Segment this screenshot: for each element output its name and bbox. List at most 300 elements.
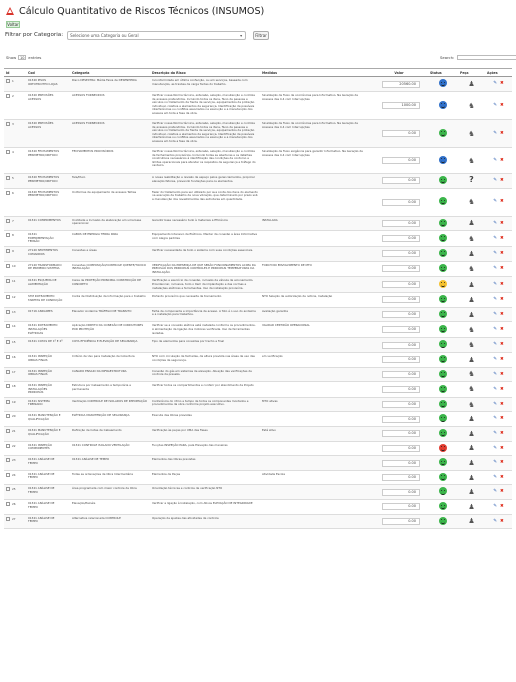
row-description: Orientação técnicas e controle de verificação NTO [150, 485, 260, 500]
delete-icon[interactable]: ✖ [500, 281, 504, 287]
row-piece-cell [458, 293, 485, 308]
row-value-cell [370, 174, 428, 189]
status-face-icon [439, 414, 447, 422]
row-value-input[interactable]: 0.00 [382, 460, 420, 467]
row-measures: Avaliação garantia [260, 307, 370, 322]
row-id-cell [4, 397, 26, 412]
edit-icon[interactable]: ✎ [493, 130, 497, 136]
row-piece-cell [458, 92, 485, 120]
knight-icon: ♞ [468, 234, 475, 243]
delete-icon[interactable]: ✖ [500, 266, 504, 272]
edit-icon[interactable]: ✎ [493, 460, 497, 466]
col-header[interactable]: Valor [370, 69, 428, 77]
row-piece-cell [458, 500, 485, 515]
row-code: 01340 PISOS ORTOTRIOTHO LOJAS [26, 77, 70, 92]
row-checkbox[interactable] [6, 79, 10, 83]
row-value-input[interactable]: 0.00 [382, 157, 420, 164]
delete-icon[interactable]: ✖ [500, 445, 504, 451]
edit-icon[interactable]: ✎ [493, 431, 497, 437]
row-id-cell [4, 441, 26, 456]
row-id-cell [4, 307, 26, 322]
row-id: 24 [12, 472, 16, 477]
delete-icon[interactable]: ✖ [500, 81, 504, 87]
row-category: Todas as ordenações de Obra Intermediária [70, 470, 150, 485]
row-value-input[interactable]: 0.00 [382, 220, 420, 227]
row-status-cell [428, 307, 458, 322]
row-piece-cell [458, 485, 485, 500]
edit-icon[interactable]: ✎ [493, 297, 497, 303]
row-status-cell [428, 427, 458, 442]
edit-icon[interactable]: ✎ [493, 220, 497, 226]
edit-icon[interactable]: ✎ [493, 266, 497, 272]
edit-icon[interactable]: ✎ [493, 386, 497, 392]
status-face-icon [439, 385, 447, 393]
delete-icon[interactable]: ✖ [500, 297, 504, 303]
row-checkbox[interactable] [6, 176, 10, 180]
edit-icon[interactable]: ✎ [493, 356, 497, 362]
row-value-input[interactable]: 0.00 [382, 430, 420, 437]
row-value-cell [370, 338, 428, 353]
row-checkbox[interactable] [6, 487, 10, 491]
table-row[interactable] [4, 148, 512, 174]
row-checkbox[interactable] [6, 324, 10, 328]
row-value-input[interactable]: 0.00 [382, 503, 420, 510]
edit-icon[interactable]: ✎ [493, 416, 497, 422]
row-actions [485, 148, 512, 174]
status-face-icon [439, 340, 447, 348]
status-face-icon [439, 249, 447, 257]
row-code: 01341 ANÁLISE DE TEMPO [26, 485, 70, 500]
search-label: Search: [440, 55, 455, 60]
row-value-input[interactable]: 0.00 [382, 342, 420, 349]
col-header[interactable]: Cod [26, 69, 70, 77]
row-measures [260, 174, 370, 189]
row-piece-cell [458, 427, 485, 442]
row-checkbox[interactable] [6, 94, 10, 98]
table-row[interactable] [4, 441, 512, 456]
edit-icon[interactable]: ✎ [493, 81, 497, 87]
row-id-cell [4, 188, 26, 216]
show-suffix: entries [28, 55, 42, 60]
category-select[interactable] [67, 31, 246, 40]
row-checkbox[interactable] [6, 458, 10, 462]
page-length-select[interactable]: 10 [20, 56, 25, 60]
status-face-icon [439, 429, 447, 437]
row-id: 16 [12, 354, 16, 359]
col-header[interactable]: Ações [485, 69, 512, 77]
row-measures [260, 338, 370, 353]
delete-icon[interactable]: ✖ [500, 250, 504, 256]
row-description: Conferência do ritmo e tempo de todos os componentes montados e procedimentos da obra conforme projeto executivo. [150, 397, 260, 412]
delete-icon[interactable]: ✖ [500, 311, 504, 317]
table-row[interactable] [4, 338, 512, 353]
row-description: VERIFICAÇÃO DA PRESENÇA DE QUE SERÃO FUNCIONAMENTOS ACIMA DA PRECISÃO DOS PRINCIPAIS CONTROLES E PRINCIPAIS TEMPERATURAS DA INSTALAÇÃO. [150, 261, 260, 277]
table-row[interactable] [4, 485, 512, 500]
row-id-cell [4, 231, 26, 247]
row-measures [260, 367, 370, 382]
row-category: Estrutura por Cabeamento a temporária e permanente [70, 382, 150, 398]
row-value-cell [370, 92, 428, 120]
edit-icon[interactable]: ✎ [493, 235, 497, 241]
row-id-cell [4, 500, 26, 515]
table-row[interactable] [4, 397, 512, 412]
row-checkbox[interactable] [6, 384, 10, 388]
status-face-icon [439, 129, 447, 137]
row-value-input[interactable]: 0.00 [382, 474, 420, 481]
row-code: 01341 MANUTENÇÃO E QUALIFICAÇÃO [26, 412, 70, 427]
row-code: 01341 INSPEÇÃO COMPONENTES [26, 441, 70, 456]
row-value-input[interactable]: 0.00 [382, 235, 420, 242]
edit-icon[interactable]: ✎ [493, 311, 497, 317]
row-value-input[interactable]: 0.00 [382, 177, 420, 184]
table-row[interactable] [4, 307, 512, 322]
row-code: 01341 INSPEÇÃO INSTALAÇÕES PRINCIPAIS [26, 382, 70, 398]
row-actions [485, 188, 512, 216]
edit-icon[interactable]: ✎ [493, 281, 497, 287]
row-description: Inconformidade em última confecção, ou em serviços, baseada com manutenção, as traxões de carga fontes do trabalho. [150, 77, 260, 92]
row-piece-cell [458, 514, 485, 529]
status-face-icon [439, 79, 447, 87]
row-checkbox[interactable] [6, 233, 10, 237]
row-category: Elevador Andaime TRÁFEGO DE TRANSITO [70, 307, 150, 322]
table-row[interactable] [4, 261, 512, 277]
row-value-input[interactable]: 0.00 [382, 356, 420, 363]
delete-icon[interactable]: ✖ [500, 489, 504, 495]
row-status-cell [428, 174, 458, 189]
row-checkbox[interactable] [6, 400, 10, 404]
edit-icon[interactable]: ✎ [493, 342, 497, 348]
row-actions [485, 382, 512, 398]
delete-icon[interactable]: ✖ [500, 220, 504, 226]
filter-bar [5, 30, 305, 40]
pawn-icon: ♟ [468, 429, 475, 438]
status-face-icon [439, 295, 447, 303]
row-value-input[interactable]: 0.00 [382, 311, 420, 318]
page-length-control [6, 55, 41, 60]
row-measures: INSTALADA [260, 216, 370, 231]
row-id-cell [4, 352, 26, 367]
table-row[interactable] [4, 367, 512, 382]
table-row[interactable] [4, 77, 512, 92]
delete-icon[interactable]: ✖ [500, 157, 504, 163]
row-value-input[interactable]: 20560.00 [382, 81, 420, 88]
edit-icon[interactable]: ✎ [493, 102, 497, 108]
edit-icon[interactable]: ✎ [493, 489, 497, 495]
delete-icon[interactable]: ✖ [500, 327, 504, 333]
row-value-cell [370, 293, 428, 308]
col-header[interactable]: Categoria [70, 69, 150, 77]
row-status-cell [428, 382, 458, 398]
row-id-cell [4, 367, 26, 382]
row-value-cell [370, 307, 428, 322]
delete-icon[interactable]: ✖ [500, 401, 504, 407]
table-row[interactable] [4, 246, 512, 261]
row-piece-cell [458, 441, 485, 456]
col-header[interactable]: Descrição do Risco [150, 69, 260, 77]
back-button[interactable]: Voltar [7, 22, 19, 27]
status-face-icon [439, 487, 447, 495]
row-measures: Sinalização de fluxo exigência para garantir Informativo. Na Geração de Acessos das 4.4 com Interrupções [260, 148, 370, 174]
row-checkbox[interactable] [6, 502, 10, 506]
risk-table [4, 68, 512, 529]
row-actions [485, 412, 512, 427]
row-status-cell [428, 92, 458, 120]
row-piece-cell [458, 338, 485, 353]
row-piece-cell [458, 412, 485, 427]
row-checkbox[interactable] [6, 429, 10, 433]
row-id-cell [4, 246, 26, 261]
row-category: Uniddade e Inclusão de elaboração em uma base operacional [70, 216, 150, 231]
row-measures: NTO Seleção de autorização de noticia, Instalação [260, 293, 370, 308]
row-code: 01341 COMPRIMENTOS [26, 216, 70, 231]
row-status-cell [428, 470, 458, 485]
knight-icon: ♞ [468, 400, 475, 409]
row-checkbox[interactable] [6, 355, 10, 359]
edit-icon[interactable]: ✎ [493, 401, 497, 407]
row-value-cell [370, 382, 428, 398]
row-value-input[interactable]: 0.00 [382, 326, 420, 333]
row-measures [260, 485, 370, 500]
row-checkbox[interactable] [6, 219, 10, 223]
delete-icon[interactable]: ✖ [500, 199, 504, 205]
row-checkbox[interactable] [6, 414, 10, 418]
table-row[interactable] [4, 427, 512, 442]
row-actions [485, 397, 512, 412]
delete-icon[interactable]: ✖ [500, 416, 504, 422]
status-face-icon [439, 444, 447, 452]
row-code: 01341 ESQUEMA DE ALIMENTAÇÃO [26, 277, 70, 293]
delete-icon[interactable]: ✖ [500, 178, 504, 183]
row-description: Verificar nossa Norma técnica, extensão, seleção, manutenção e controle de acessos pretendidos. Incluindo todos os itens, fluxo de pessoas e veículos no tratamento da frente de serviços, equipamentos de proteção individual, coletiva e elementos de segurança. Identificação de possíveis interferências ou conflitos associados na execução e a manutenção dos acessos em toda a fase da obra. [150, 92, 260, 120]
row-description: Verificar todos os compartimentos e conferir por atendimento de Projeto [150, 382, 260, 398]
row-category: ELÉTRICA MANUTENÇÃO DE SEGURANÇA [70, 412, 150, 427]
row-value-cell [370, 216, 428, 231]
row-actions [485, 470, 512, 485]
edit-icon[interactable]: ✎ [493, 178, 497, 183]
delete-icon[interactable]: ✖ [500, 518, 504, 524]
table-row[interactable] [4, 188, 512, 216]
filter-button[interactable]: Filtrar [253, 31, 269, 40]
row-piece-cell [458, 382, 485, 398]
row-value-input[interactable]: 0.00 [382, 250, 420, 257]
row-checkbox[interactable] [6, 191, 10, 195]
row-checkbox[interactable] [6, 150, 10, 154]
search-input[interactable] [457, 55, 516, 60]
row-actions [485, 456, 512, 471]
row-id: 18 [12, 384, 16, 389]
table-row[interactable] [4, 92, 512, 120]
row-category: Critério de Uso para Instalação de Cobertura [70, 352, 150, 367]
row-actions [485, 77, 512, 92]
edit-icon[interactable]: ✎ [493, 504, 497, 510]
edit-icon[interactable]: ✎ [493, 157, 497, 163]
row-category: Conexões COMPOSIÇÃO/CONTROLE QUENTE/TOXICO INSTALAÇÃO [70, 261, 150, 277]
row-code: STM ROTEAMENTO TAREFAS DE CONDUÇÃO [26, 293, 70, 308]
row-value-cell [370, 412, 428, 427]
row-description: Verificar nossa Norma técnica, extensão, seleção, manutenção e controle de acessos pretendidos. Incluindo todos os itens, fluxo de pessoas e veículos no tratamento da frente de serviços, equipamentos de proteção individual, coletiva e elementos de segurança. Identificação de possíveis interferências ou conflitos associados na execução e a manutenção dos acessos em toda a fase da obra. [150, 120, 260, 148]
row-id: 15 [12, 340, 16, 345]
row-status-cell [428, 500, 458, 515]
row-description: Verificar necessidade de todo o sistema com suas condições essenciais. [150, 246, 260, 261]
status-face-icon [439, 310, 447, 318]
delete-icon[interactable]: ✖ [500, 460, 504, 466]
row-actions [485, 277, 512, 293]
edit-icon[interactable]: ✎ [493, 518, 497, 524]
table-row[interactable] [4, 174, 512, 189]
delete-icon[interactable]: ✖ [500, 356, 504, 362]
row-checkbox[interactable] [6, 370, 10, 374]
row-id-cell [4, 77, 26, 92]
row-checkbox[interactable] [6, 264, 10, 268]
table-row[interactable] [4, 277, 512, 293]
row-value-input[interactable]: 0.00 [382, 489, 420, 496]
table-row[interactable] [4, 120, 512, 148]
table-row[interactable] [4, 412, 512, 427]
row-id-cell [4, 293, 26, 308]
row-checkbox[interactable] [6, 340, 10, 344]
row-id: 5 [12, 176, 14, 180]
row-checkbox[interactable] [6, 295, 10, 299]
col-header[interactable]: Status [428, 69, 458, 77]
edit-icon[interactable]: ✎ [493, 327, 497, 333]
row-id-cell [4, 174, 26, 189]
delete-icon[interactable]: ✖ [500, 504, 504, 510]
row-value-cell [370, 485, 428, 500]
row-value-input[interactable]: 0.00 [382, 401, 420, 408]
table-row[interactable] [4, 456, 512, 471]
row-measures [260, 246, 370, 261]
delete-icon[interactable]: ✖ [500, 342, 504, 348]
edit-icon[interactable]: ✎ [493, 445, 497, 451]
delete-icon[interactable]: ✖ [500, 130, 504, 136]
row-code: 01341 ANÁLISE DE TEMPO [26, 456, 70, 471]
row-category: CANADO ENSAIO DA INFRAESTRUTURA [70, 367, 150, 382]
knight-icon: ♞ [468, 198, 475, 207]
row-id: 21 [12, 429, 16, 434]
row-piece-cell [458, 188, 485, 216]
table-row[interactable] [4, 500, 512, 515]
row-id: 8 [12, 233, 14, 238]
row-checkbox[interactable] [6, 249, 10, 253]
delete-icon[interactable]: ✖ [500, 474, 504, 480]
status-face-icon [439, 101, 447, 109]
row-checkbox[interactable] [6, 310, 10, 314]
row-checkbox[interactable] [6, 122, 10, 126]
delete-icon[interactable]: ✖ [500, 386, 504, 392]
row-value-input[interactable]: 0.00 [382, 371, 420, 378]
row-category: 01341 CONTROLE ISOLADO VENTILAÇÃO [70, 441, 150, 456]
row-code: 01340 PREVISÕES ACESSOS [26, 120, 70, 148]
table-row[interactable] [4, 216, 512, 231]
row-code: 01341 INSPEÇÃO OBRAS FINAIS [26, 367, 70, 382]
delete-icon[interactable]: ✖ [500, 102, 504, 108]
row-category: ACESSOS FORNECIDOS [70, 120, 150, 148]
row-description: Execute das Obras previstas [150, 412, 260, 427]
row-actions [485, 246, 512, 261]
row-category: Definição de Cotas de Cabeamento [70, 427, 150, 442]
row-code: 01340 FECHAMENTOS PERIMETRO/ORIFICIO [26, 188, 70, 216]
row-category: 01341 ANÁLISE DE TEMPO [70, 456, 150, 471]
row-id-cell [4, 120, 26, 148]
row-id: 22 [12, 443, 16, 448]
delete-icon[interactable]: ✖ [500, 235, 504, 241]
row-id-cell [4, 216, 26, 231]
row-category: COTA EFICIÊNCIA E ELEVAÇÃO DE SEGURANÇA [70, 338, 150, 353]
row-actions [485, 352, 512, 367]
row-value-input[interactable]: 0.00 [382, 386, 420, 393]
delete-icon[interactable]: ✖ [500, 431, 504, 437]
row-value-input[interactable]: 1000.00 [382, 102, 420, 109]
row-category: Uniformes de equipamento de acessos Telhas [70, 188, 150, 216]
row-value-input[interactable]: 0.00 [382, 296, 420, 303]
edit-icon[interactable]: ✎ [493, 474, 497, 480]
pawn-icon: ♟ [468, 310, 475, 319]
row-checkbox[interactable] [6, 444, 10, 448]
row-measures: VALIDAR CERTIDÃO OPERACIONAL [260, 322, 370, 338]
row-value-input[interactable]: 0.00 [382, 445, 420, 452]
row-status-cell [428, 293, 458, 308]
row-measures [260, 441, 370, 456]
row-id-cell [4, 456, 26, 471]
row-code: 01341 INSPEÇÃO OBRAS FINAIS [26, 352, 70, 367]
row-checkbox[interactable] [6, 473, 10, 477]
row-status-cell [428, 77, 458, 92]
row-id: 19 [12, 399, 16, 404]
table-row[interactable] [4, 231, 512, 247]
delete-icon[interactable]: ✖ [500, 371, 504, 377]
edit-icon[interactable]: ✎ [493, 250, 497, 256]
row-category: Ventilação CONTROLE DE ISOLADOS DE IMPORTAÇÃO [70, 397, 150, 412]
row-actions [485, 174, 512, 189]
pawn-icon: ♟ [468, 415, 475, 424]
row-value-input[interactable]: 0.00 [382, 416, 420, 423]
page-header [0, 0, 516, 22]
col-header[interactable]: Id [4, 69, 26, 77]
table-row[interactable] [4, 514, 512, 529]
row-value-input[interactable]: 0.00 [382, 199, 420, 206]
row-description: Garantir base necessário tudo à materiais a Eficiência [150, 216, 260, 231]
row-id: 7 [12, 218, 14, 223]
table-row[interactable] [4, 382, 512, 398]
row-value-cell [370, 397, 428, 412]
category-select-value: Selecione uma Categoria ou Geral [70, 32, 139, 38]
row-actions [485, 307, 512, 322]
edit-icon[interactable]: ✎ [493, 371, 497, 377]
edit-icon[interactable]: ✎ [493, 199, 497, 205]
row-value-input[interactable]: 0.00 [382, 518, 420, 525]
status-face-icon [439, 264, 447, 272]
row-value-cell [370, 514, 428, 529]
table-row[interactable] [4, 352, 512, 367]
col-header[interactable]: Peça [458, 69, 485, 77]
row-checkbox[interactable] [6, 517, 10, 521]
row-code: 01340 FECHAMENTOS PERIMETRO/ORIFICIO [26, 174, 70, 189]
row-checkbox[interactable] [6, 279, 10, 283]
table-row[interactable] [4, 322, 512, 338]
row-category: Risco DESEXTRA: Média Faixa de DESENHERIA [70, 77, 150, 92]
row-value-input[interactable]: 0.00 [382, 265, 420, 272]
row-measures [260, 277, 370, 293]
row-measures [260, 456, 370, 471]
row-description: A nossa reabilitação e revisão de espaço pelos gerenciamentos, propiciar elevação fatores, prevendo fundações para os elementos. [150, 174, 260, 189]
col-header[interactable]: Medidas [260, 69, 370, 77]
status-face-icon [439, 355, 447, 363]
row-value-input[interactable]: 0.00 [382, 130, 420, 137]
table-row[interactable] [4, 470, 512, 485]
row-value-input[interactable]: 0.00 [382, 281, 420, 288]
status-face-icon [439, 280, 447, 288]
table-row[interactable] [4, 293, 512, 308]
